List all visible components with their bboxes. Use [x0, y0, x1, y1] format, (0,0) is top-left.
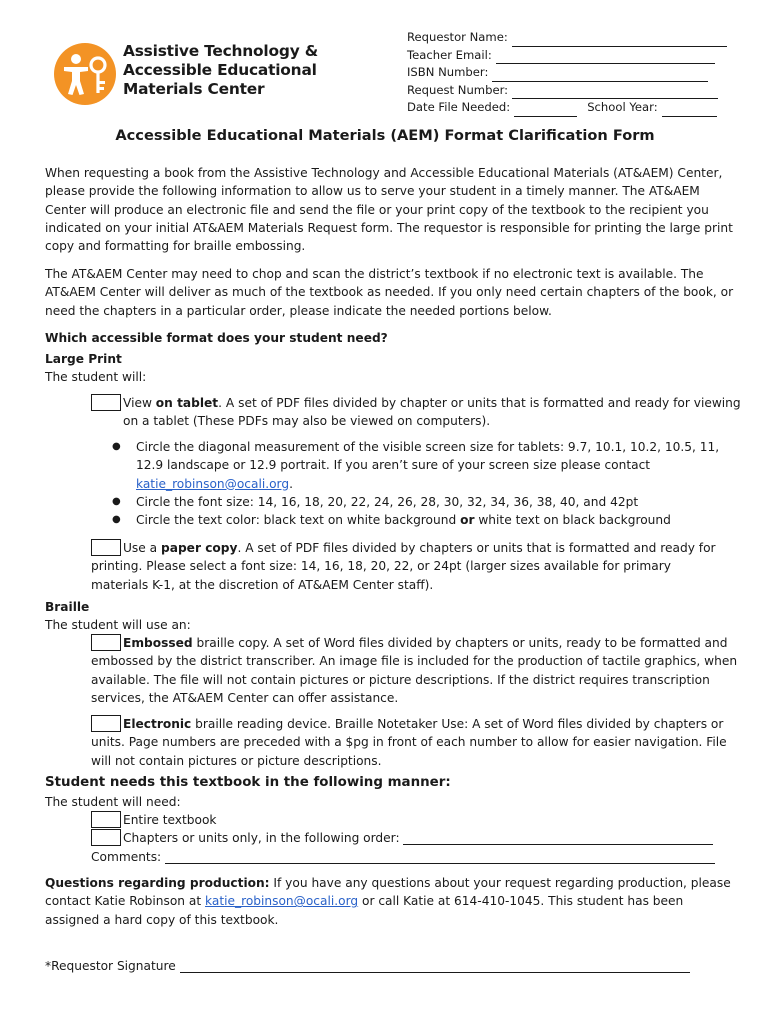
tablet-post: . A set of PDF files divided by chapter or units that is formatted and ready for viewing on a tablet (These PDFs may also be viewed on computers).: [123, 396, 741, 429]
bullet-screen-size: [112, 438, 732, 493]
manner-lead: The student will need:: [45, 795, 181, 809]
questions-paragraph: [45, 874, 735, 929]
accessibility-key-logo-icon: [54, 43, 116, 105]
intro-text-2: The AT&AEM Center may need to chop and scan the district’s textbook if no electronic text is available. The AT&AEM Center will deliver as much of the textbook as needed. If you only need certain chapters of the book, or need the chapters in a particular order, please indicate the needed portions below.: [45, 267, 734, 318]
questions-bold: Questions regarding production:: [45, 876, 270, 890]
entire-textbook-checkbox[interactable]: [91, 811, 121, 828]
option-tablet: [91, 394, 741, 431]
logo-line-3: Materials Center: [123, 80, 265, 99]
contact-email-link-1[interactable]: katie_robinson@ocali.org: [136, 476, 290, 491]
requestor-info-block: [407, 29, 727, 117]
tablet-bullets: [112, 438, 732, 529]
request-number-label: Request Number:: [407, 82, 509, 97]
bullet-font-size: [112, 493, 732, 511]
electronic-post: braille reading device. Braille Notetaker Use: A set of Word files divided by chapters or units. Page numbers are preceded with a $pg in front of each number to allow for easier navigation. File will not contain pictures or picture descriptions.: [91, 717, 727, 768]
large-print-heading: Large Print: [45, 352, 122, 366]
chapters-only-checkbox[interactable]: [91, 829, 121, 846]
chapters-only-label: Chapters or units only, in the following order:: [123, 831, 400, 845]
questions-text: If you have any questions about your request regarding production, please contact Katie Robinson at: [45, 876, 731, 909]
signature-field[interactable]: [180, 959, 690, 973]
option-electronic: [91, 715, 741, 770]
comments-field[interactable]: [165, 850, 715, 864]
braille-heading: Braille: [45, 600, 90, 614]
logo-line-2: Accessible Educational: [123, 61, 317, 80]
chapters-order-field[interactable]: [403, 831, 713, 845]
bullet-dot-icon: ●: [112, 441, 121, 452]
organization-name: [123, 42, 318, 100]
date-school-year-row: [407, 99, 727, 117]
paper-post: . A set of PDF files divided by chapters or units that is formatted and ready for printing. Please select a font size: 14, 16, 18, 20, 22, or 24pt (larger sizes available for primary materials K-1, at the discretion of AT&AEM Center staff).: [91, 541, 716, 592]
requestor-name-label: Requestor Name:: [407, 30, 508, 44]
isbn-number-field[interactable]: [492, 68, 708, 82]
screen-size-text: Circle the diagonal measurement of the visible screen size for tablets: 9.7, 10.1, 10.2, 10.5, 11, 12.9 landscape or 12.9 portrait. If you aren’t sure of your screen size please contact: [136, 440, 720, 473]
option-entire-textbook: [91, 811, 741, 829]
braille-lead: The student will use an:: [45, 618, 191, 632]
date-file-needed-label: Date File Needed:: [407, 100, 511, 115]
questions-post: or call Katie at 614-410-1045. This student has been assigned a hard copy of this textbook.: [45, 894, 684, 927]
request-number-row: [407, 82, 727, 100]
requestor-name-field[interactable]: [512, 33, 727, 47]
electronic-bold: Electronic: [123, 717, 192, 731]
intro-paragraph-1: [45, 164, 735, 255]
intro-paragraph-2: [45, 265, 735, 320]
large-print-lead: The student will:: [45, 370, 147, 384]
option-paper-copy: [91, 539, 731, 594]
signature-row: [45, 957, 735, 975]
manner-heading: Student needs this textbook in the following manner:: [45, 775, 451, 790]
contact-email-link-2[interactable]: katie_robinson@ocali.org: [205, 894, 359, 909]
isbn-number-row: [407, 64, 727, 82]
intro-text-1: When requesting a book from the Assistive Technology and Accessible Educational Materials (AT&AEM) Center, please provide the following information to allow us to serve your student in a timely manner. The AT&AEM Center will produce an electronic file and send the file or your print copy of the textbook to the recipient you indicated on your initial AT&AEM Materials Request form. The requestor is responsible for printing the large print copy and formatting for braille embossing.: [45, 166, 733, 254]
font-size-text: Circle the font size: 14, 16, 18, 20, 22, 24, 26, 28, 30, 32, 34, 36, 38, 40, and 42pt: [136, 494, 639, 509]
teacher-email-label: Teacher Email:: [407, 47, 492, 62]
tablet-bold: on tablet: [155, 396, 219, 410]
form-title: Accessible Educational Materials (AEM) Format Clarification Form: [115, 127, 655, 144]
comments-row: [91, 848, 741, 866]
request-number-field[interactable]: [512, 85, 718, 99]
teacher-email-row: [407, 47, 727, 65]
entire-textbook-label: Entire textbook: [123, 813, 217, 827]
screen-size-end: .: [289, 476, 293, 491]
text-color-or: or: [460, 513, 475, 528]
teacher-email-field[interactable]: [496, 50, 715, 64]
date-file-needed-field[interactable]: [514, 103, 577, 117]
embossed-post: braille copy. A set of Word files divided by chapters or units, ready to be formatted and embossed by the district transcriber. An image file is included for the production of tactile graphics, when available. The file will not contain pictures or picture descriptions. If the district requires transcription services, the AT&AEM Center can offer assistance.: [91, 636, 738, 705]
comments-label: Comments:: [91, 850, 162, 864]
logo-line-1: Assistive Technology &: [123, 42, 318, 60]
school-year-field[interactable]: [662, 103, 717, 117]
tablet-pre: View: [123, 396, 156, 410]
school-year-label: School Year:: [587, 100, 658, 115]
paper-bold: paper copy: [161, 541, 238, 555]
isbn-number-label: ISBN Number:: [407, 65, 489, 80]
text-color-post: white text on black background: [474, 513, 671, 528]
tablet-checkbox[interactable]: [91, 394, 121, 411]
paper-copy-checkbox[interactable]: [91, 539, 121, 556]
option-chapters-only: [91, 829, 741, 847]
paper-pre: Use a: [123, 541, 161, 555]
requestor-name-row: [407, 29, 727, 47]
bullet-text-color: [112, 511, 732, 529]
embossed-bold: Embossed: [123, 636, 193, 650]
electronic-checkbox[interactable]: [91, 715, 121, 732]
bullet-dot-icon: ●: [112, 514, 121, 526]
embossed-checkbox[interactable]: [91, 634, 121, 651]
option-embossed: [91, 634, 741, 707]
bullet-dot-icon: ●: [112, 495, 121, 507]
format-question: Which accessible format does your student need?: [45, 331, 388, 345]
text-color-pre: Circle the text color: black text on white background: [136, 513, 461, 528]
signature-label: *Requestor Signature: [45, 959, 176, 973]
